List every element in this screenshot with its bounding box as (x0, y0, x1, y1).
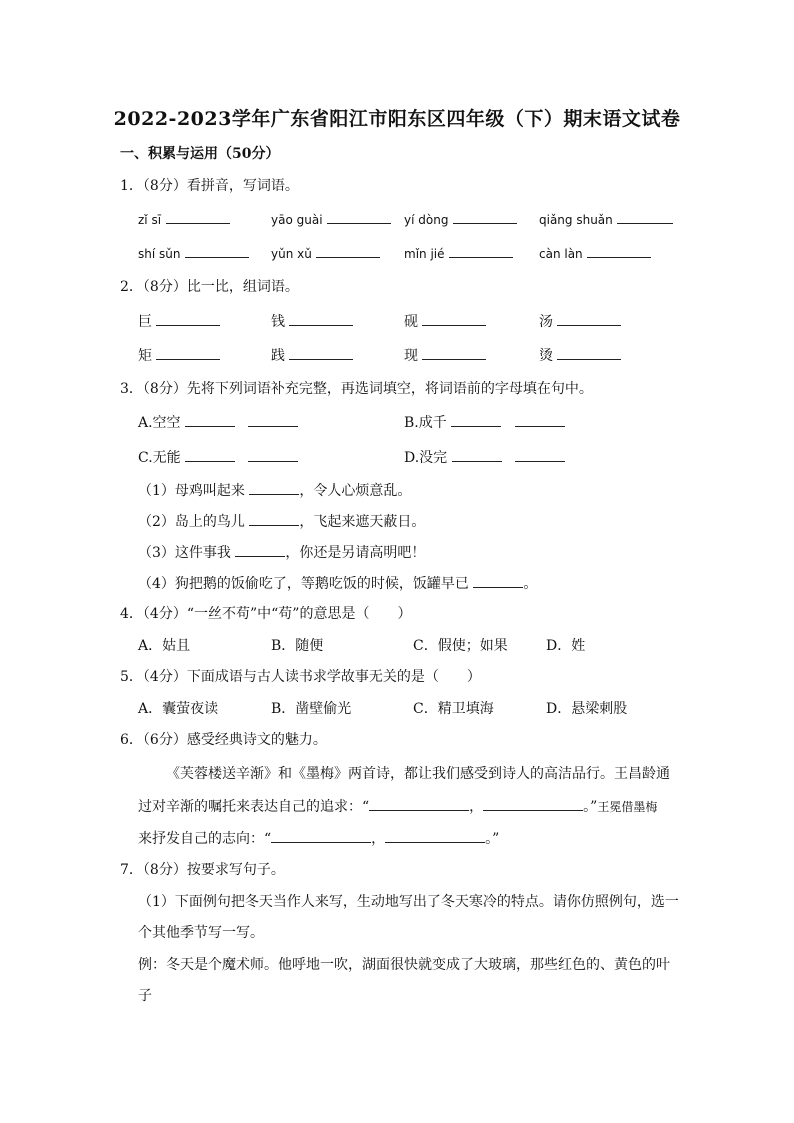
question-7-stem: 7．（8分）按要求写句子。 (120, 862, 285, 878)
answer-blank[interactable] (249, 511, 299, 526)
choice-option[interactable]: A．囊萤夜读 (138, 701, 219, 717)
idiom-option: D.没完 (404, 447, 565, 468)
answer-blank[interactable] (385, 828, 485, 843)
char-item: 汤 (539, 311, 621, 332)
fill-sentence: （2）岛上的鸟儿 ，飞起来遮天蔽日。 (138, 511, 425, 532)
question-3-stem: 3．（8分）先将下列词语补充完整，再选词填空，将词语前的字母填在句中。 (120, 381, 593, 397)
answer-blank[interactable] (185, 447, 235, 462)
answer-blank[interactable] (327, 209, 391, 224)
answer-blank[interactable] (587, 243, 651, 258)
pinyin-item: shí sǔn (138, 243, 249, 264)
fill-sentence: （3）这件事我 ，你还是另请高明吧！ (138, 542, 425, 563)
char-item: 烫 (539, 345, 621, 366)
char-item: 砚 (404, 311, 486, 332)
instruction-line: （1）下面例句把冬天当作人来写，生动地写出了冬天寒冷的特点。请你仿照例句，选一 (138, 894, 679, 910)
pinyin-item: yí dòng (404, 209, 517, 230)
answer-blank[interactable] (248, 447, 298, 462)
answer-blank[interactable] (422, 311, 486, 326)
answer-blank[interactable] (557, 345, 621, 360)
pinyin-item: qiǎng shuǎn (539, 209, 673, 230)
answer-blank[interactable] (617, 209, 673, 224)
answer-blank[interactable] (156, 345, 220, 360)
question-5-stem: 5．（4分）下面成语与古人读书求学故事无关的是（ ） (120, 669, 481, 685)
section-heading: 一、积累与运用（50分） (120, 146, 280, 162)
pinyin-item: mǐn jié (404, 243, 513, 264)
choice-option[interactable]: C．精卫填海 (413, 701, 494, 717)
example-line: 子 (138, 988, 152, 1004)
answer-blank[interactable] (156, 311, 220, 326)
answer-blank[interactable] (248, 412, 298, 427)
exam-title: 2022-2023学年广东省阳江市阳东区四年级（下）期末语文试卷 (113, 108, 681, 130)
answer-blank[interactable] (235, 542, 285, 557)
pinyin-item: yāo guài (271, 209, 391, 230)
answer-blank[interactable] (515, 447, 565, 462)
char-item: 践 (271, 345, 353, 366)
answer-blank[interactable] (289, 311, 353, 326)
answer-blank[interactable] (316, 243, 380, 258)
question-6-stem: 6．（6分）感受经典诗文的魅力。 (120, 732, 327, 748)
answer-blank[interactable] (185, 412, 235, 427)
answer-blank[interactable] (369, 796, 469, 811)
poem-paragraph-line: 过对辛渐的嘱托来表达自己的追求：“ ， 。”王冕借墨梅 (138, 796, 657, 817)
idiom-option: B.成千 (404, 412, 565, 433)
fill-sentence: （1）母鸡叫起来 ，令人心烦意乱。 (138, 480, 411, 501)
question-4-stem: 4．（4分）“一丝不苟”中“苟”的意思是（ ） (120, 606, 412, 622)
answer-blank[interactable] (451, 412, 501, 427)
fill-sentence: （4）狗把鹅的饭偷吃了，等鹅吃饭的时候，饭罐早已 。 (138, 573, 537, 594)
pinyin-item: càn làn (539, 243, 651, 264)
choice-option[interactable]: C．假使；如果 (413, 638, 508, 654)
answer-blank[interactable] (289, 345, 353, 360)
char-item: 钱 (271, 311, 353, 332)
answer-blank[interactable] (449, 243, 513, 258)
answer-blank[interactable] (453, 209, 517, 224)
choice-option[interactable]: A．姑且 (138, 638, 191, 654)
char-item: 矩 (138, 345, 220, 366)
idiom-option: A.空空 (138, 412, 298, 433)
answer-blank[interactable] (185, 243, 249, 258)
answer-blank[interactable] (452, 447, 502, 462)
answer-blank[interactable] (473, 573, 523, 588)
question-2-stem: 2．（8分）比一比，组词语。 (120, 279, 299, 295)
answer-blank[interactable] (422, 345, 486, 360)
answer-blank[interactable] (166, 209, 230, 224)
pinyin-item: yǔn xǔ (271, 243, 380, 264)
choice-option[interactable]: D．悬梁刺股 (546, 701, 628, 717)
idiom-option: C.无能 (138, 447, 298, 468)
choice-option[interactable]: B．凿壁偷光 (271, 701, 352, 717)
char-item: 现 (404, 345, 486, 366)
char-item: 巨 (138, 311, 220, 332)
answer-blank[interactable] (557, 311, 621, 326)
answer-blank[interactable] (271, 828, 371, 843)
answer-blank[interactable] (483, 796, 583, 811)
choice-option[interactable]: D．姓 (546, 638, 586, 654)
pinyin-item: zǐ sī (138, 209, 230, 230)
instruction-line: 个其他季节写一写。 (138, 925, 264, 941)
question-1-stem: 1．（8分）看拼音，写词语。 (120, 178, 299, 194)
answer-blank[interactable] (515, 412, 565, 427)
answer-blank[interactable] (249, 480, 299, 495)
poem-paragraph-line: 《芙蓉楼送辛渐》和《墨梅》两首诗，都让我们感受到诗人的高洁品行。王昌龄通 (166, 766, 670, 782)
choice-option[interactable]: B．随便 (271, 638, 324, 654)
example-line: 例：冬天是个魔术师。他呼地一吹，湖面很快就变成了大玻璃，那些红色的、黄色的叶 (138, 957, 670, 973)
poem-paragraph-line: 来抒发自己的志向：“ ， 。” (138, 828, 499, 849)
